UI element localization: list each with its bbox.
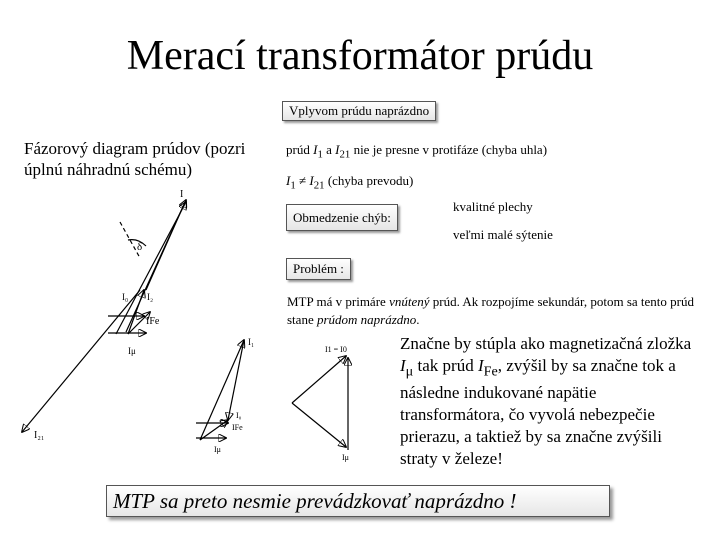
quality-sheets-text: kvalitné plechy	[453, 199, 533, 214]
line2-i1: I	[286, 173, 291, 188]
label2-ife: IFe	[232, 423, 243, 432]
label-i-top: I	[180, 189, 184, 200]
line1-i1: I	[313, 142, 318, 157]
vector-diff	[146, 200, 186, 290]
line2-sub1: 1	[290, 179, 296, 192]
label-i2: I₂	[147, 292, 154, 302]
mtp-b: vnútený	[389, 294, 430, 309]
big-i-fe: I	[477, 356, 484, 375]
vector2-i0	[228, 340, 244, 420]
line1-mid: a	[322, 142, 336, 157]
vector-i1-secondary	[116, 202, 186, 334]
line2-i21: I	[309, 173, 314, 188]
label3-i1-i0: I1 = I0	[325, 345, 347, 354]
vector3-diag	[292, 356, 346, 403]
label-ife: IFe	[146, 316, 160, 327]
mtp-c: prúd. Ak rozpojíme sekundár, potom sa tento prúd stane	[287, 294, 694, 327]
line1-i21: I	[335, 142, 340, 157]
label-i0: I₀	[122, 292, 129, 302]
label-box-obmedzenie: Obmedzenie chýb:	[286, 204, 398, 231]
label-delta: δ	[137, 241, 143, 253]
line2-neq: ≠	[295, 173, 310, 188]
label-i21: I₂₁	[34, 430, 45, 441]
big-sub-mu: μ	[405, 363, 414, 380]
warning-box: MTP sa preto nesmie prevádzkovať naprázdno !	[106, 485, 610, 517]
big-sub-fe: Fe	[483, 363, 498, 380]
line1-sub21: 21	[339, 148, 351, 161]
label3-imu: Iμ	[342, 453, 349, 462]
big-a: Značne by stúpla ako magnetizačná zložka	[400, 334, 692, 353]
line2-sub21: 21	[313, 179, 325, 192]
page-title: Merací transformátor prúdu	[126, 33, 594, 79]
mtp-d: prúdom naprázdno	[316, 312, 417, 327]
vector3-lower	[292, 403, 346, 447]
mtp-a: MTP má v primáre	[287, 294, 390, 309]
mtp-e: .	[416, 312, 420, 327]
line1-prefix: prúd	[286, 142, 314, 157]
line1-suffix: nie je presne v protifáze (chyba uhla)	[350, 142, 548, 157]
label2-i0: I₀	[236, 411, 242, 420]
low-saturation-text: veľmi malé sýtenie	[453, 227, 553, 242]
label-box-vplyvom: Vplyvom prúdu naprázdno	[282, 101, 436, 121]
big-i-mu: I	[400, 356, 406, 375]
line2-suffix: (chyba prevodu)	[324, 173, 414, 188]
big-b: tak prúd	[413, 356, 478, 375]
phasor-diagram-heading: Fázorový diagram prúdov (pozri úplnú náhradnú schému)	[24, 139, 246, 179]
label-box-problem: Problém :	[286, 258, 351, 280]
label-imu: Iμ	[128, 346, 136, 356]
vector-i21	[22, 290, 140, 432]
label2-i1: I₁	[248, 337, 255, 347]
label2-imu: Iμ	[214, 445, 221, 454]
big-c: , zvýšil by sa značne tok a následne indukované napätie transformátora, čo vyvolá nebezpečie prierazu, a taktiež by sa značne zvýšili straty v železe!	[400, 356, 676, 469]
line1-sub1: 1	[317, 148, 323, 161]
